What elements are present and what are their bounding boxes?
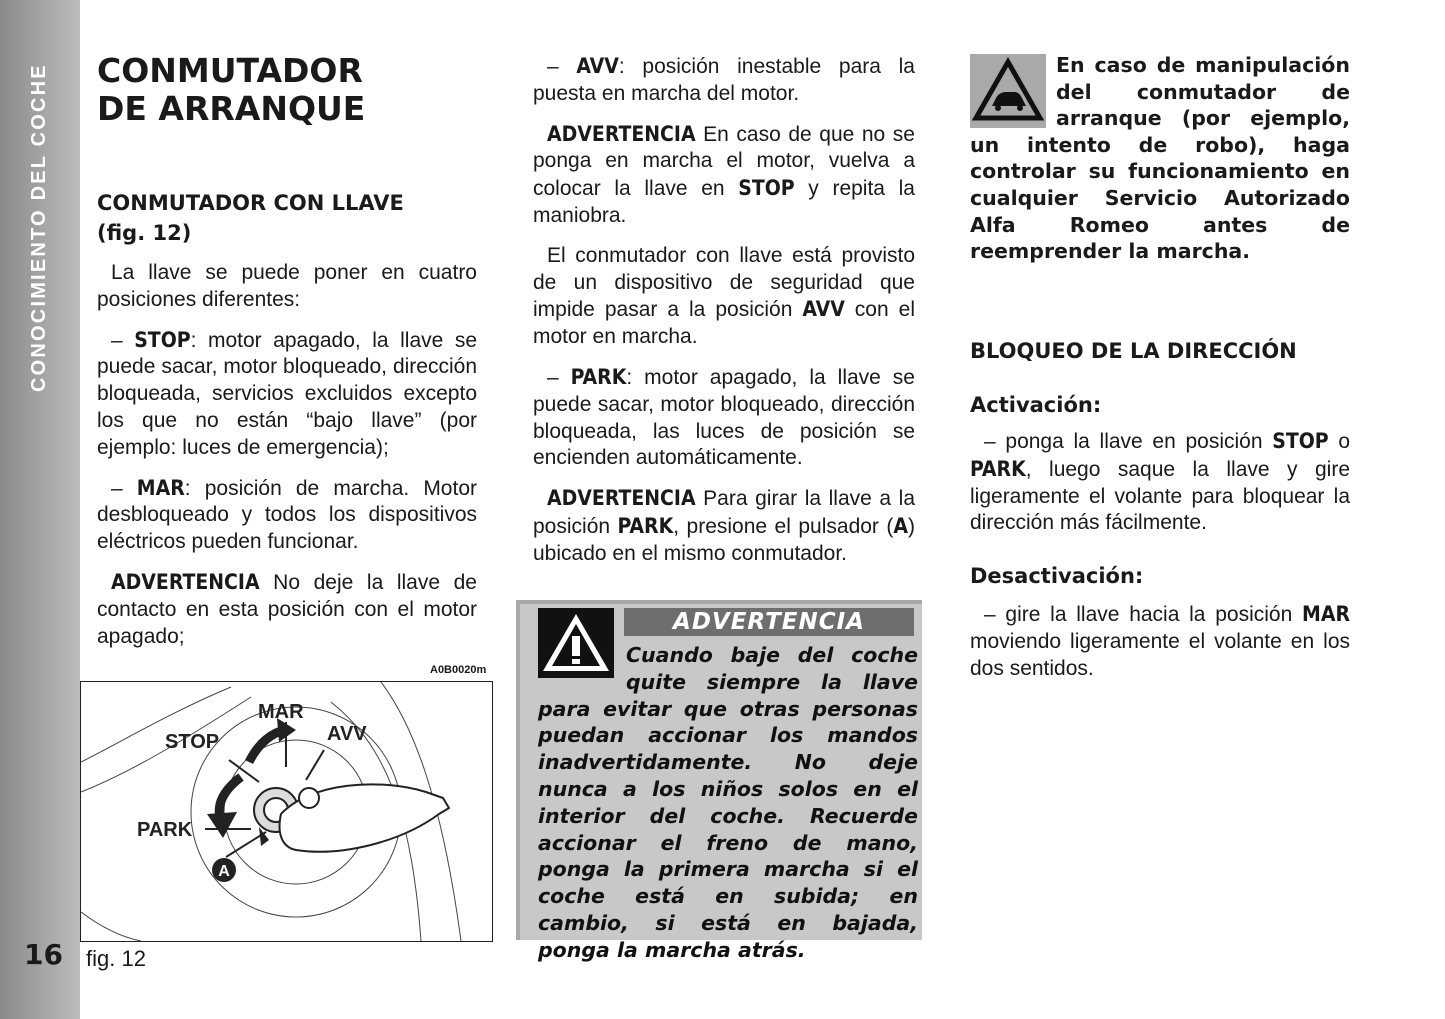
activation-title: Activación: (970, 393, 1102, 417)
dash: – (984, 603, 1006, 627)
label-park: PARK (137, 819, 193, 841)
tamper-text: En caso de manipulación del conmutador de arranque (por ejemplo, un intento de robo), haga controlar su funcionamiento en cualquier Servicio Autorizado Alfa Romeo antes de reemprender la marcha. (970, 53, 1350, 264)
safety-paragraph (533, 243, 915, 351)
warning-box (516, 600, 922, 962)
ignition-figure (80, 681, 493, 942)
advertencia-text: , presione el pulsador ( (673, 514, 894, 538)
stop-key: STOP (1272, 429, 1329, 453)
park-key: PARK (970, 456, 1026, 481)
advertencia-key: ADVERTENCIA (547, 486, 696, 511)
advertencia-text: ) ubicado en el mismo conmutador. (533, 514, 915, 565)
steering-lock-title: BLOQUEO DE LA DIRECCIÓN (970, 339, 1297, 363)
stop-key: STOP (738, 176, 795, 201)
dash: – (984, 430, 1006, 453)
title-line-2: DE ARRANQUE (97, 89, 366, 128)
subhead-key-switch (97, 188, 477, 248)
advertencia-text: y repita la maniobra. (533, 177, 915, 227)
park-key: PARK (617, 513, 674, 538)
stop-paragraph (97, 327, 477, 462)
intro-paragraph: La llave se puede poner en cuatro posiciones diferentes: (97, 261, 477, 311)
subhead-line-2: (fig. 12) (97, 221, 192, 245)
dash: – (111, 476, 137, 500)
advertencia-text: Para girar la llave a la posición (533, 487, 915, 538)
tamper-warning (970, 52, 1350, 265)
avv-paragraph (533, 53, 915, 108)
ignition-drawing (81, 682, 492, 941)
mar-key: MAR (136, 475, 185, 500)
deactivation-text: moviendo ligeramente el volante en los dos sentidos. (970, 629, 1350, 680)
advertencia-key: ADVERTENCIA (111, 569, 260, 594)
activation-text: o (1328, 430, 1351, 453)
avv-key: AVV (576, 54, 619, 78)
deactivation-paragraph (970, 601, 1350, 682)
mar-text: : posición de marcha. Motor desbloqueado y todos los dispositivos eléctricos pueden funcionar. (97, 476, 477, 554)
section-title: CONOCIMIENTO DEL COCHE (28, 63, 50, 392)
warning-body (538, 642, 918, 964)
label-stop: STOP (165, 731, 220, 753)
label-mar: MAR (258, 701, 304, 723)
activation-text: , luego saque la llave y gire ligeramente el volante para bloquear la dirección más fácilmente. (970, 457, 1350, 535)
figure-caption: fig. 12 (86, 946, 146, 971)
warning-heading: ADVERTENCIA (624, 608, 914, 636)
page-number: 16 (24, 938, 63, 971)
stop-text: : motor apagado, la llave se puede sacar, motor bloqueado, dirección bloqueada, servicios excluidos excepto los que no están “bajo llave” (por ejemplo: luces de emergencia); (97, 328, 477, 459)
deactivation-title: Desactivación: (970, 564, 1144, 589)
park-text: : motor apagado, la llave se puede sacar, motor bloqueado, dirección bloqueada, las luces de posición se encienden automáticamente. (533, 365, 915, 470)
activation-text: pongа la llave en posición (1005, 430, 1273, 453)
figure-code: A0B0020m (430, 664, 487, 676)
advertencia-paragraph-2 (533, 121, 915, 230)
column-2 (533, 53, 915, 568)
avv-key: AVV (802, 297, 845, 322)
column-1 (97, 188, 477, 650)
label-avv: AVV (327, 723, 367, 745)
safety-text: con el motor en marcha. (533, 298, 915, 349)
dash: – (547, 55, 577, 78)
dash: – (547, 365, 571, 389)
mar-key: MAR (1302, 602, 1350, 627)
activation-paragraph (970, 428, 1350, 537)
brand-badge-icon (299, 788, 319, 808)
page-title (97, 52, 477, 128)
park-paragraph (533, 364, 915, 472)
title-line-1: CONMUTADOR (97, 51, 363, 90)
warning-text: Cuando baje del coche quite siempre la llave para evitar que otras personas puedan accionar los mandos inadvertidamente. No deje nunca a los niños solos en el interior del coche. Recuerde accionar el freno de mano, ponga la primera marcha si el coche está en subida; en cambio, si está en bajada, ponga la marcha atrás. (538, 643, 918, 962)
mar-paragraph (97, 475, 477, 556)
advertencia-paragraph-3 (533, 485, 915, 567)
dash: – (111, 328, 135, 352)
sidebar (0, 0, 80, 1019)
avv-text: : posición inestable para la puesta en marcha del motor. (533, 55, 915, 105)
subhead-line-1: CONMUTADOR CON LLAVE (97, 191, 404, 215)
label-a: A (218, 863, 230, 880)
safety-text: El conmutador con llave está provisto de un dispositivo de seguridad que impide pasar a la posición (533, 243, 915, 322)
column-3 (970, 336, 1350, 683)
park-key: PARK (570, 364, 627, 389)
advertencia-text: No deje la llave de contacto en esta posición con el motor apagado; (97, 570, 477, 648)
stop-key: STOP (134, 327, 191, 352)
advertencia-key: ADVERTENCIA (547, 121, 696, 146)
deactivation-text: gire la llave hacia la posición (1005, 603, 1303, 627)
advertencia-text: En caso de que no se ponga en marcha el motor, vuelva a colocar la llave en (533, 122, 915, 201)
advertencia-paragraph-1 (97, 569, 477, 650)
button-a-key: A (893, 513, 908, 538)
